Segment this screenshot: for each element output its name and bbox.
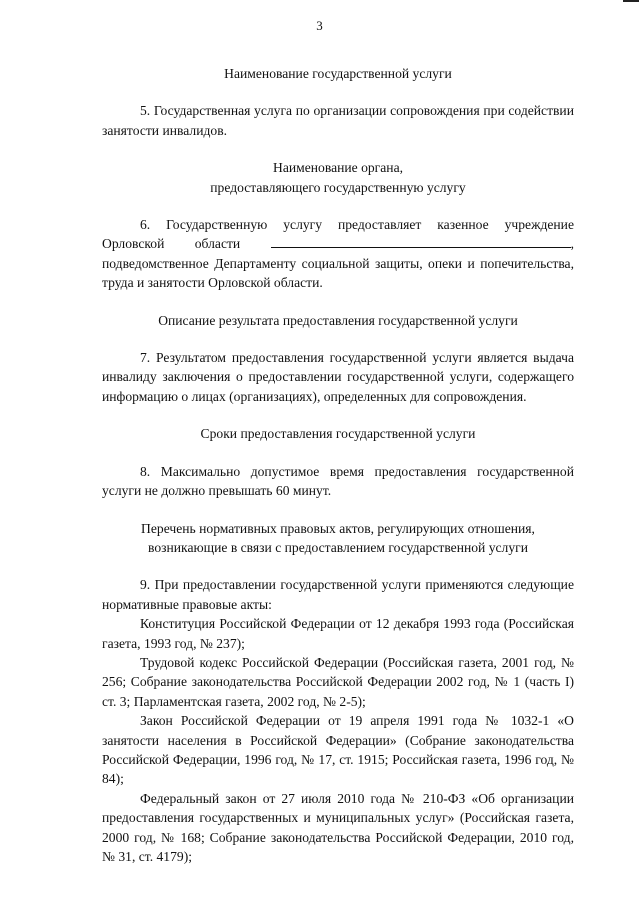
- section-heading-terms: Сроки предоставления государственной услуги: [200, 426, 476, 442]
- section-heading-legal-acts-line2: возникающие в связи с предоставлением государственной услуги: [148, 539, 528, 555]
- section-heading-authority-line1: Наименование органа,: [273, 160, 403, 176]
- paragraph-5: 5. Государственная услуга по организации сопровождения при содействии занятости инвалидов.: [102, 103, 574, 138]
- legal-act-item: Конституция Российской Федерации от 12 декабря 1993 года (Российская газета, 1993 год, № 237);: [102, 616, 574, 651]
- paragraph-6-end: , подведомственное Департаменту социальной защиты, опеки и попечительства, труда и занятости Орловской области.: [102, 236, 574, 291]
- blank-line: [271, 235, 571, 248]
- section-heading-result: Описание результата предоставления государственной услуги: [158, 312, 518, 328]
- legal-act-item: Трудовой кодекс Российской Федерации (Российская газета, 2001 год, № 256; Собрание законодательства Российской Федерации 2002 год, № 1 (часть I) ст. 3; Парламентская газета, 2002 год, № 2-5);: [102, 654, 574, 709]
- section-heading-authority-line2: предоставляющего государственную услугу: [210, 179, 466, 195]
- page-number: 3: [316, 18, 323, 33]
- paragraph-8: 8. Максимально допустимое время предоставления государственной услуги не должно превышать 60 минут.: [102, 463, 574, 499]
- legal-act-item: Федеральный закон от 27 июля 2010 года № 210-ФЗ «Об организации предоставления государственных и муниципальных услуг» (Российская газета, 2000 год, № 168; Собрание законодательства Российской Федерации, 2010 год, № 31, ст. 4179);: [102, 790, 574, 864]
- section-heading-service-name: Наименование государственной услуги: [224, 66, 452, 81]
- legal-act-item: Закон Российской Федерации от 19 апреля 1991 года № 1032-1 «О занятости населения в Российской Федерации» (Собрание законодательства Российской Федерации, 1996 год, № 17, ст. 1915; Российская газета, 1996 год, № 84);: [102, 713, 574, 787]
- paragraph-7: 7. Результатом предоставления государственной услуги является выдача инвалиду заключения о предоставлении государственной услуги, содержащего информацию о лицах (организациях), определенных для сопровождения.: [102, 350, 574, 404]
- scan-corner-mark: [623, 0, 639, 8]
- section-heading-legal-acts-line1: Перечень нормативных правовых актов, регулирующих отношения,: [141, 520, 535, 536]
- paragraph-9: 9. При предоставлении государственной услуги применяются следующие нормативные правовые акты:: [102, 577, 574, 612]
- paragraph-6: [102, 215, 574, 293]
- document-body: [102, 64, 574, 866]
- paragraph-6-start: 6. Государственную услугу предоставляет казенное учреждение Орловской области: [102, 217, 574, 252]
